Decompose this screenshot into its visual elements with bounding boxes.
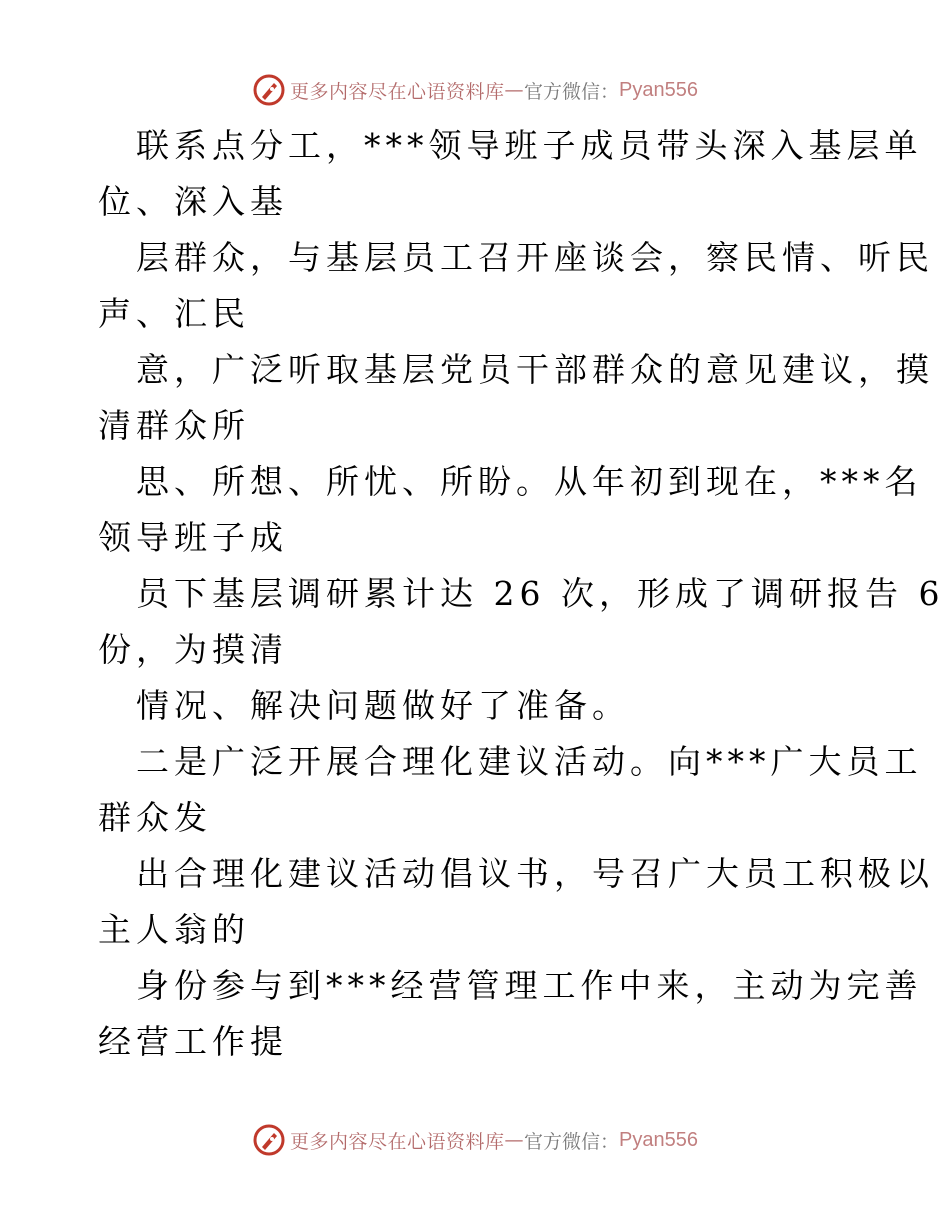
header-separator: —: [504, 79, 525, 101]
footer-separator: —: [504, 1129, 525, 1151]
footer-banner: [0, 1120, 950, 1160]
body-line: 位、深入基: [98, 182, 288, 221]
footer-wechat-label: 官方微信：: [524, 1130, 620, 1153]
body-line: 份，为摸清: [98, 630, 288, 669]
body-line: 层群众，与基层员工召开座谈会，察民情、听民: [136, 238, 934, 277]
body-line: 领导班子成: [98, 518, 288, 557]
footer-brand-text: 更多内容尽在心语资料库: [290, 1130, 505, 1153]
body-line: 二是广泛开展合理化建议活动。向***广大员工: [136, 742, 923, 781]
body-line: 意，广泛听取基层党员干部群众的意见建议，摸: [136, 350, 934, 389]
body-line: 员下基层调研累计达 26 次，形成了调研报告 6: [136, 574, 945, 613]
body-line: 群众发: [98, 798, 212, 837]
pen-nib-circle-icon: [252, 73, 286, 107]
pen-nib-circle-icon: [252, 1123, 286, 1157]
body-line: 声、汇民: [98, 294, 250, 333]
body-line: 出合理化建议活动倡议书，号召广大员工积极以: [136, 854, 934, 893]
document-body: [98, 118, 945, 1070]
header-brand-text: 更多内容尽在心语资料库: [290, 80, 505, 103]
header-wechat-label: 官方微信：: [524, 80, 620, 103]
footer-wechat-id: Pyan556: [619, 1128, 698, 1151]
body-line: 联系点分工，***领导班子成员带头深入基层单: [136, 126, 923, 165]
header-banner: [0, 70, 950, 110]
body-line: 清群众所: [98, 406, 250, 445]
body-line: 思、所想、所忧、所盼。从年初到现在，***名: [136, 462, 923, 501]
body-line: 身份参与到***经营管理工作中来，主动为完善: [136, 966, 923, 1005]
header-wechat-id: Pyan556: [619, 78, 698, 101]
body-line: 经营工作提: [98, 1022, 288, 1061]
body-line: 情况、解决问题做好了准备。: [136, 686, 630, 725]
body-line: 主人翁的: [98, 910, 250, 949]
